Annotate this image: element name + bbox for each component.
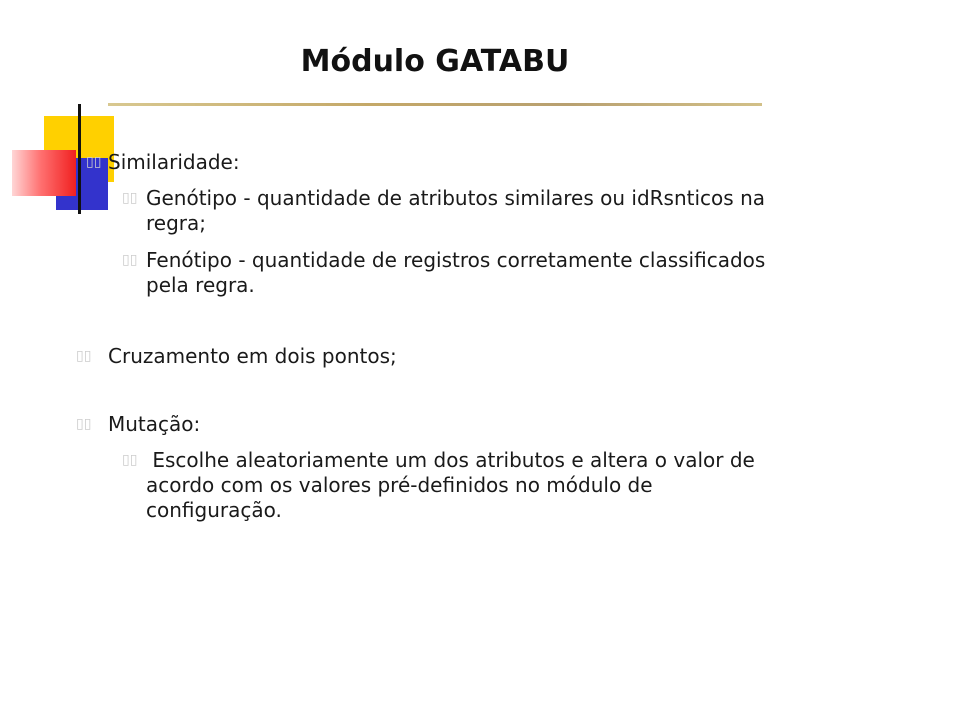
decorative-vertical-line (78, 104, 81, 214)
decorative-red-square (12, 150, 76, 196)
title-underline (108, 103, 762, 106)
bullet-icon: ▯▯ (122, 190, 138, 206)
sub-bullet-item-fenotipo: Fenótipo - quantidade de registros corretamente classificados pela regra. (146, 248, 766, 297)
bullet-icon: ▯▯ (122, 452, 138, 468)
bullet-icon: ▯▯ (86, 154, 102, 170)
bullet-icon: ▯▯ (122, 252, 138, 268)
sub-bullet-item-escolhe: Escolhe aleatoriamente um dos atributos e altera o valor de acordo com os valores pré-definidos no módulo de configuração. (146, 448, 762, 522)
bullet-icon: ▯▯ (76, 348, 92, 364)
bullet-item-similaridade: Similaridade: (108, 150, 240, 174)
bullet-item-mutacao: Mutação: (108, 412, 201, 436)
bullet-item-cruzamento: Cruzamento em dois pontos; (108, 344, 397, 368)
bullet-icon: ▯▯ (76, 416, 92, 432)
slide-title: Módulo GATABU (300, 44, 570, 79)
sub-bullet-item-genotipo: Genótipo - quantidade de atributos similares ou idRsnticos na regra; (146, 186, 765, 235)
